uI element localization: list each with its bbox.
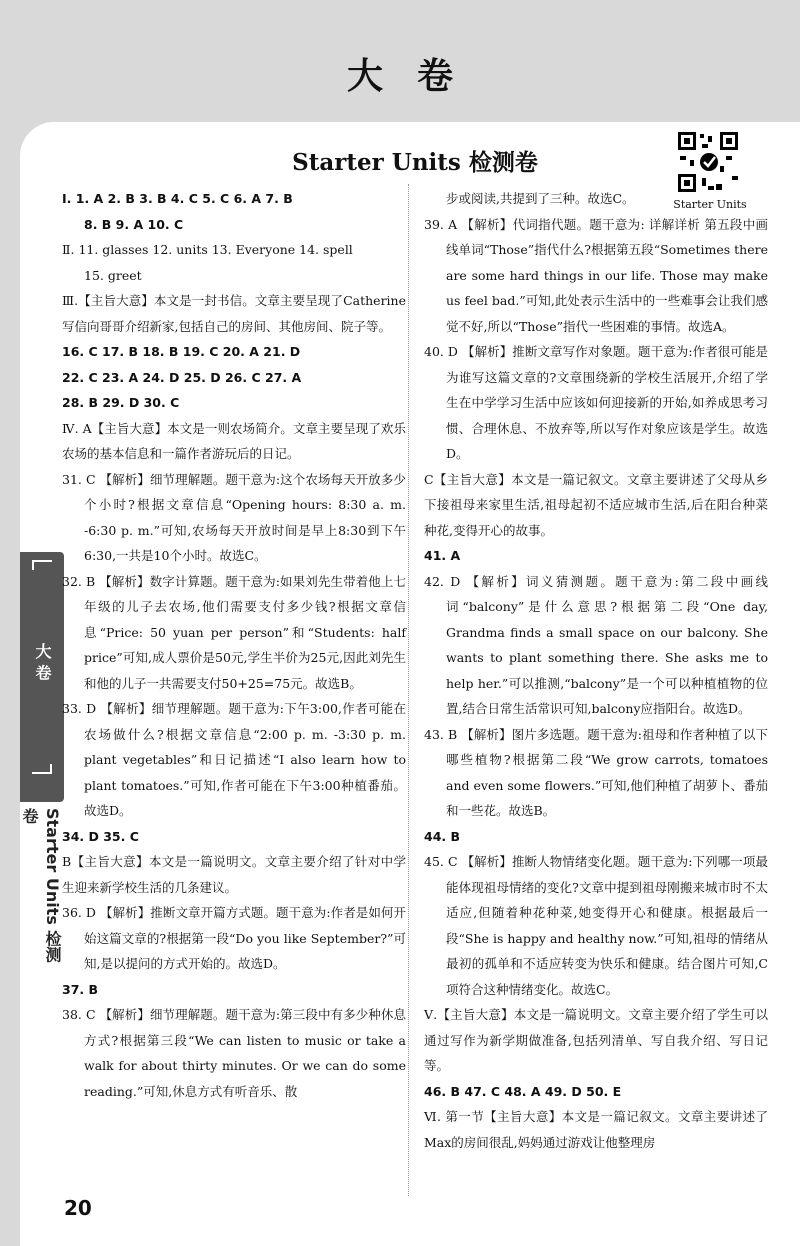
explanation: 39. A 【解析】代词指代题。题干意为: 详解详析 第五段中画线单词“Those”指代什么?根据第五段“Sometimes there are some hard things in our life. Those may make us feel bad.”可知,此处表示生活中的一些难事会让我们感觉不好,所以“Those”指代一些困难的事情。故选A。	[424, 216, 768, 334]
explanation: 38. C 【解析】细节理解题。题干意为:第三段中有多少种休息方式?根据第三段“We can listen to music or take a walk for about thirty minutes. Or we can do some reading.”可知,休息方式有听音乐、散	[62, 1007, 406, 1099]
answer-line: 46. B 47. C 48. A 49. D 50. E	[424, 1083, 622, 1099]
side-tab	[20, 552, 64, 802]
explanation: 32. B 【解析】数字计算题。题干意为:如果刘先生带着他上七年级的儿子去农场,他们需要支付多少钱?根据文章信息“Price: 50 yuan per person”和“Students: half price”可知,成人票价是50元,学生半价为25元,因此刘先生和他的儿子一共需要支付50+25=75元。故选B。	[62, 573, 406, 691]
answer-line: Ⅱ. 11. glasses 12. units 13. Everyone 14. spell	[62, 242, 353, 257]
explanation: 45. C 【解析】推断人物情绪变化题。题干意为:下列哪一项最能体现祖母情绪的变化?文章中提到祖母刚搬来城市时不太适应,但随着种花种菜,她变得开心和健康。根据最后一段“She is happy and healthy now.”可知,祖母的情绪从最初的孤单和不适应转变为快乐和健康。结合图片可知,C项符合这种情绪变化。故选C。	[424, 854, 768, 997]
main-idea: Ⅵ. 第一节【主旨大意】本文是一篇记叙文。文章主要讲述了Max的房间很乱,妈妈通过游戏让他整理房	[424, 1109, 768, 1150]
answer-line: 16. C 17. B 18. B 19. C 20. A 21. D	[62, 344, 301, 359]
qr-caption: Starter Units	[673, 198, 747, 211]
explanation: 步或阅读,共提到了三种。故选C。	[446, 191, 635, 206]
explanation: 33. D 【解析】细节理解题。题干意为:下午3:00,作者可能在农场做什么?根据文章信息“2:00 p. m. -3:30 p. m. plant vegetables”和日记描述“I also learn how to plant tomatoes.”可知,作者可能在下午3:00种植番茄。故选D。	[62, 701, 406, 818]
answer-line: 22. C 23. A 24. D 25. D 26. C 27. A	[62, 369, 302, 385]
right-column	[424, 186, 768, 1155]
bracket-bottom	[32, 764, 52, 774]
page-number: 20	[64, 1196, 92, 1220]
explanation: 43. B 【解析】图片多选题。题干意为:祖母和作者种植了以下哪些植物?根据第二段“We grow carrots, tomatoes and even some flowers.”可知,他们种植了胡萝卜、番茄和一些花。故选B。	[424, 726, 768, 818]
main-idea: Ⅳ. A【主旨大意】本文是一则农场简介。文章主要呈现了欢乐农场的基本信息和一篇作者游玩后的日记。	[62, 420, 406, 461]
side-tab-label: 大 卷	[33, 643, 52, 681]
column-divider	[408, 184, 409, 1196]
answer-line: Ⅰ. 1. A 2. B 3. B 4. C 5. C 6. A 7. B	[62, 191, 293, 206]
main-idea: Ⅲ.【主旨大意】本文是一封书信。文章主要呈现了Catherine写信向哥哥介绍新家,包括自己的房间、其他房间、院子等。	[62, 293, 406, 334]
big-title: 大卷	[346, 56, 487, 97]
answer-line: 41. A	[424, 548, 461, 563]
answer-line: 28. B 29. D 30. C	[62, 395, 180, 410]
answer-line: 15. greet	[84, 267, 142, 283]
qr-code-icon[interactable]	[676, 130, 740, 194]
unit-title: Starter Units 检测卷	[292, 149, 538, 176]
explanation: 40. D 【解析】推断文章写作对象题。题干意为:作者很可能是为谁写这篇文章的?文章围绕新的学校生活展开,介绍了学生在中学学习生活中应该如何迎接新的开始,如养成思考习惯、合理休息、不放弃等,所以写作对象应该是学生。故选D。	[424, 344, 768, 461]
left-column	[62, 186, 406, 1104]
answer-line: 44. B	[424, 828, 461, 844]
answer-line: 37. B	[62, 981, 99, 997]
side-label: Starter Units 检测卷	[20, 808, 62, 963]
answer-line: 34. D 35. C	[62, 828, 139, 844]
main-idea: B【主旨大意】本文是一篇说明文。文章主要介绍了针对中学生迎来新学校生活的几条建议。	[62, 854, 406, 895]
explanation: 36. D 【解析】推断文章开篇方式题。题干意为:作者是如何开始这篇文章的?根据第一段“Do you like September?”可知,是以提问的方式开始的。故选D。	[62, 905, 406, 971]
main-idea: Ⅴ.【主旨大意】本文是一篇说明文。文章主要介绍了学生可以通过写作为新学期做准备,包括列清单、写自我介绍、写日记等。	[424, 1007, 768, 1073]
answer-line: 8. B 9. A 10. C	[84, 216, 184, 232]
explanation: 42. D 【解析】词义猜测题。题干意为:第二段中画线词“balcony”是什么意思?根据第二段“One day, Grandma finds a small space on our balcony. She wants to plant something there. She asks me to help her.”可以推测,“balcony”是一个可以种植植物的位置,结合日常生活常识可知,balcony应指阳台。故选D。	[424, 573, 768, 716]
main-idea: C【主旨大意】本文是一篇记叙文。文章主要讲述了父母从乡下接祖母来家里生活,祖母起初不适应城市生活,后在阳台种菜种花,变得开心的故事。	[424, 471, 768, 538]
explanation: 31. C 【解析】细节理解题。题干意为:这个农场每天开放多少个小时?根据文章信息“Opening hours: 8:30 a. m. -6:30 p. m.”可知,农场每天开放时间是早上8:30到下午6:30,一共是10个小时。故选C。	[62, 471, 406, 563]
